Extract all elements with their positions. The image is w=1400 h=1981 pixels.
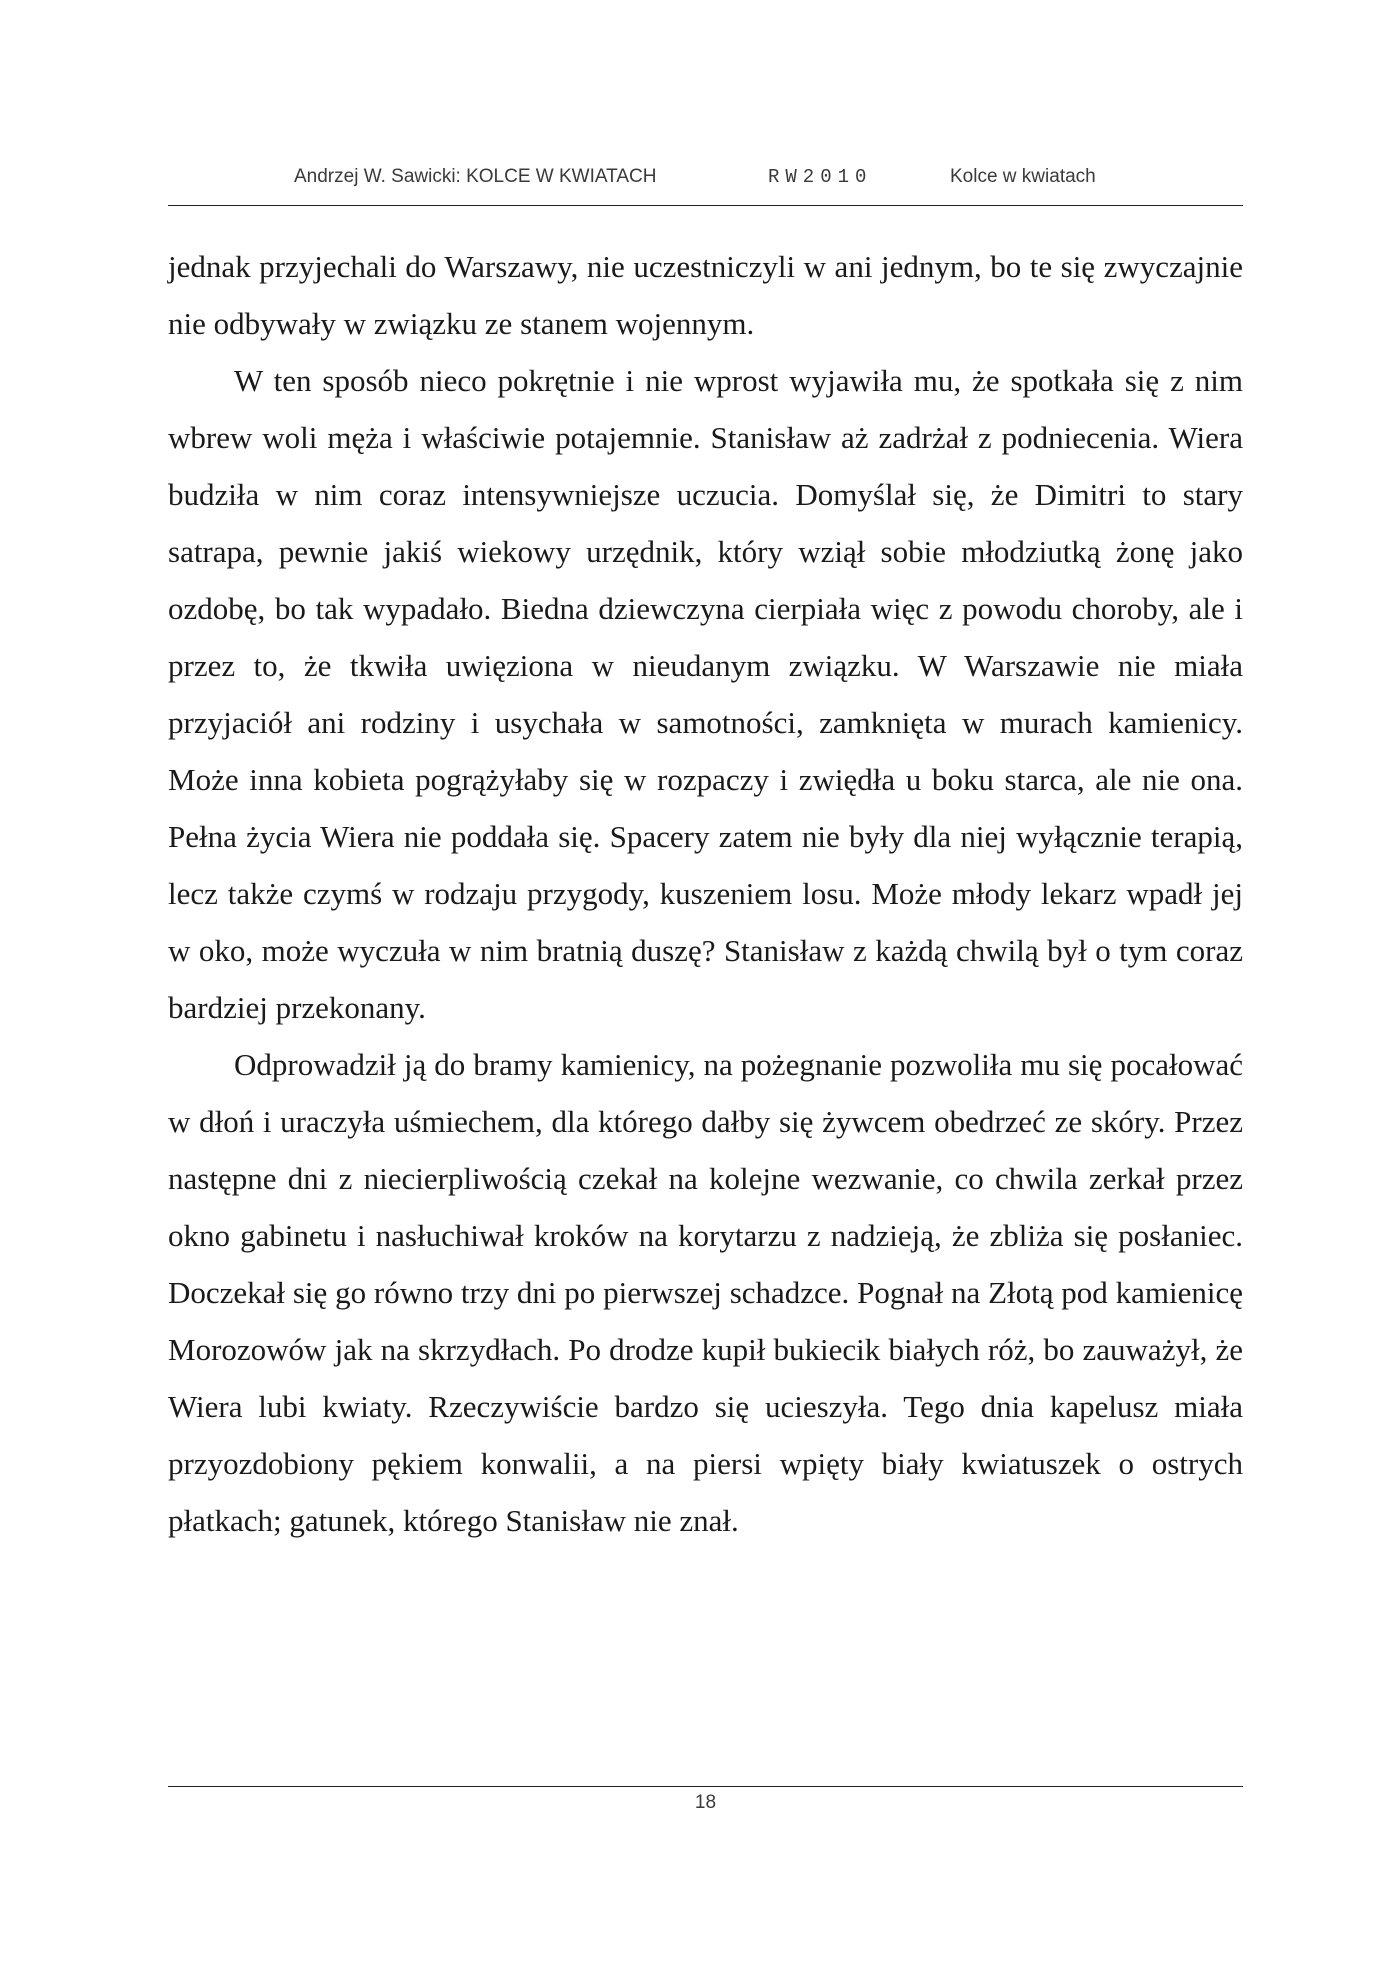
paragraph-continued: jednak przyjechali do Warszawy, nie uczestniczyli w ani jednym, bo te się zwyczajnie nie odbywały w związku ze stanem wojennym. xyxy=(168,249,1243,341)
header-book-title: Kolce w kwiatach xyxy=(950,166,1096,187)
header-author-title: Andrzej W. Sawicki: KOLCE W KWIATACH xyxy=(294,166,657,187)
paragraph: W ten sposób nieco pokrętnie i nie wprost wyjawiła mu, że spotkała się z nim wbrew woli męża i właściwie potajemnie. Stanisław aż zadrżał z podniecenia. Wiera budziła w nim coraz intensywniejsze uczucia. Domyślał się, że Dimitri to stary satrapa, pewnie jakiś wiekowy urzędnik, który wziął sobie młodziutką żonę jako ozdobę, bo tak wypadało. Biedna dziewczyna cierpiała więc z powodu choroby, ale i przez to, że tkwiła uwięziona w nieudanym związku. W Warszawie nie miała przyjaciół ani rodziny i usychała w samotności, zamknięta w murach kamienicy. Może inna kobieta pogrążyłaby się w rozpaczy i zwiędła u boku starca, ale nie ona. Pełna życia Wiera nie poddała się. Spacery zatem nie były dla niej wyłącznie terapią, lecz także czymś w rodzaju przygody, kuszeniem losu. Może młody lekarz wpadł jej w oko, może wyczuła w nim bratnią duszę? Stanisław z każdą chwilą był o tym coraz bardziej przekonany. xyxy=(168,363,1243,1025)
page-number: 18 xyxy=(694,1792,717,1813)
paragraph: Odprowadził ją do bramy kamienicy, na pożegnanie pozwoliła mu się pocałować w dłoń i uraczyła uśmiechem, dla którego dałby się żywcem obedrzeć ze skóry. Przez następne dni z niecierpliwością czekał na kolejne wezwanie, co chwila zerkał przez okno gabinetu i nasłuchiwał kroków na korytarzu z nadzieją, że zbliża się posłaniec. Doczekał się go równo trzy dni po pierwszej schadzce. Pognał na Złotą pod kamienicę Morozowów jak na skrzydłach. Po drodze kupił bukiecik białych róż, bo zauważył, że Wiera lubi kwiaty. Rzeczywiście bardzo się ucieszyła. Tego dnia kapelusz miała przyozdobiony pękiem konwalii, a na piersi wpięty biały kwiatuszek o ostrych płatkach; gatunek, którego Stanisław nie znał. xyxy=(168,1047,1243,1538)
header-rule xyxy=(168,205,1243,206)
body-text xyxy=(168,238,1243,1549)
footer-rule xyxy=(168,1786,1243,1787)
header-publisher: RW2010 xyxy=(768,166,873,188)
running-header xyxy=(168,166,1243,196)
